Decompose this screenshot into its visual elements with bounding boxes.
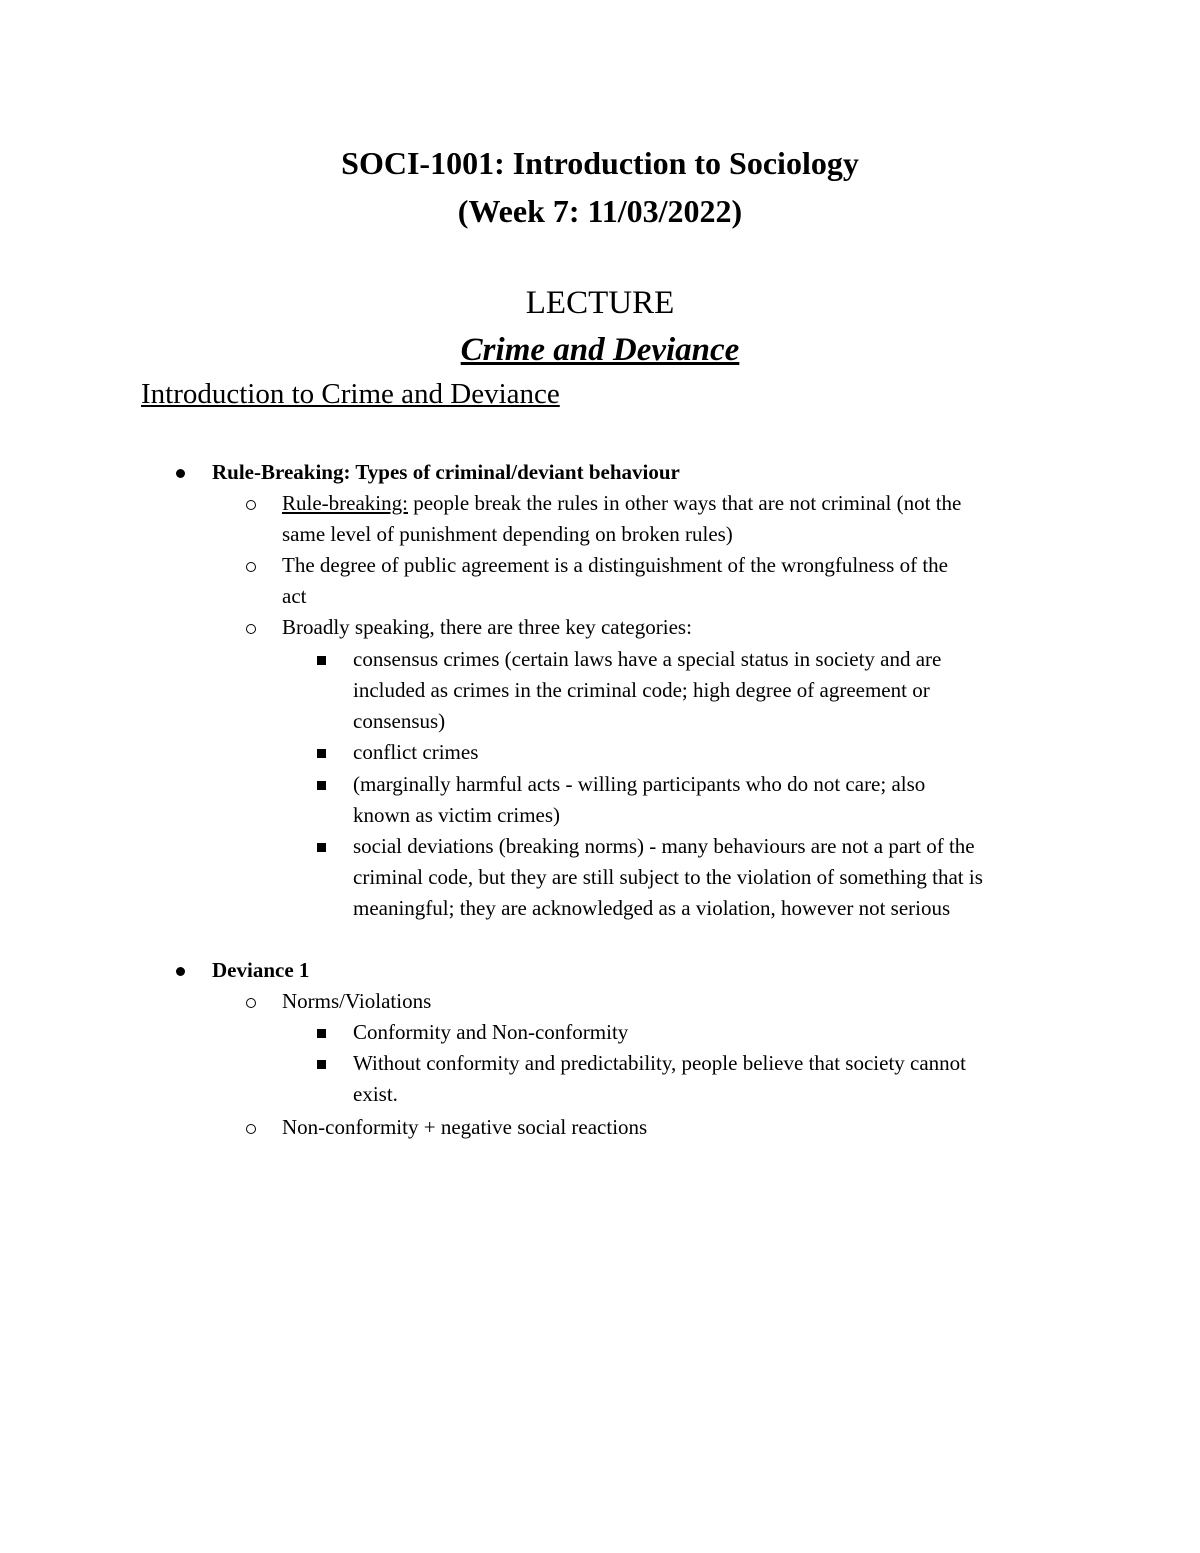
hollow-bullet-icon	[246, 986, 256, 1017]
list-item: consensus crimes (certain laws have a special status in society and are	[353, 647, 942, 671]
list-item: Conformity and Non-conformity	[353, 1020, 629, 1044]
list-item: conflict crimes	[353, 740, 479, 764]
topic-title: Crime and Deviance	[460, 332, 740, 368]
list-item-continuation: consensus)	[353, 709, 446, 733]
square-bullet-icon	[317, 644, 326, 675]
square-bullet-icon	[317, 769, 326, 800]
hollow-bullet-icon	[246, 488, 256, 519]
list-item	[282, 488, 961, 519]
list-item-continuation: act	[282, 584, 307, 608]
list-item: social deviations (breaking norms) - many behaviours are not a part of the	[353, 834, 975, 858]
square-bullet-icon	[317, 831, 326, 862]
list-item: Non-conformity + negative social reactions	[282, 1115, 648, 1139]
rule-breaking-heading: Rule-Breaking: Types of criminal/deviant behaviour	[212, 460, 680, 484]
list-item-continuation: meaningful; they are acknowledged as a violation, however not serious	[353, 896, 951, 920]
list-item-continuation: exist.	[353, 1082, 398, 1106]
course-title: SOCI-1001: Introduction to Sociology	[341, 145, 859, 181]
list-item: Broadly speaking, there are three key categories:	[282, 615, 692, 639]
square-bullet-icon	[317, 1048, 326, 1079]
list-item-continuation: included as crimes in the criminal code; high degree of agreement or	[353, 678, 930, 702]
deviance-heading: Deviance 1	[212, 958, 310, 982]
hollow-bullet-icon	[246, 612, 256, 643]
list-item: Without conformity and predictability, people believe that society cannot	[353, 1051, 967, 1075]
list-item: Norms/Violations	[282, 989, 432, 1013]
square-bullet-icon	[317, 737, 326, 768]
week-date: (Week 7: 11/03/2022)	[457, 193, 743, 229]
hollow-bullet-icon	[246, 1112, 256, 1143]
term-rule-breaking: Rule-breaking:	[282, 491, 408, 515]
list-item-text: people break the rules in other ways that are not criminal (not the	[407, 491, 962, 515]
list-item: (marginally harmful acts - willing participants who do not care; also	[353, 772, 926, 796]
list-item-continuation: same level of punishment depending on broken rules)	[282, 522, 733, 546]
lecture-label: LECTURE	[525, 285, 675, 321]
list-item-continuation: known as victim crimes)	[353, 803, 561, 827]
filled-bullet-icon	[176, 955, 185, 986]
list-item: The degree of public agreement is a distinguishment of the wrongfulness of the	[282, 553, 948, 577]
section-heading: Introduction to Crime and Deviance	[141, 378, 560, 410]
list-item-continuation: criminal code, but they are still subject to the violation of something that is	[353, 865, 983, 889]
hollow-bullet-icon	[246, 550, 256, 581]
filled-bullet-icon	[176, 457, 185, 488]
square-bullet-icon	[317, 1017, 326, 1048]
